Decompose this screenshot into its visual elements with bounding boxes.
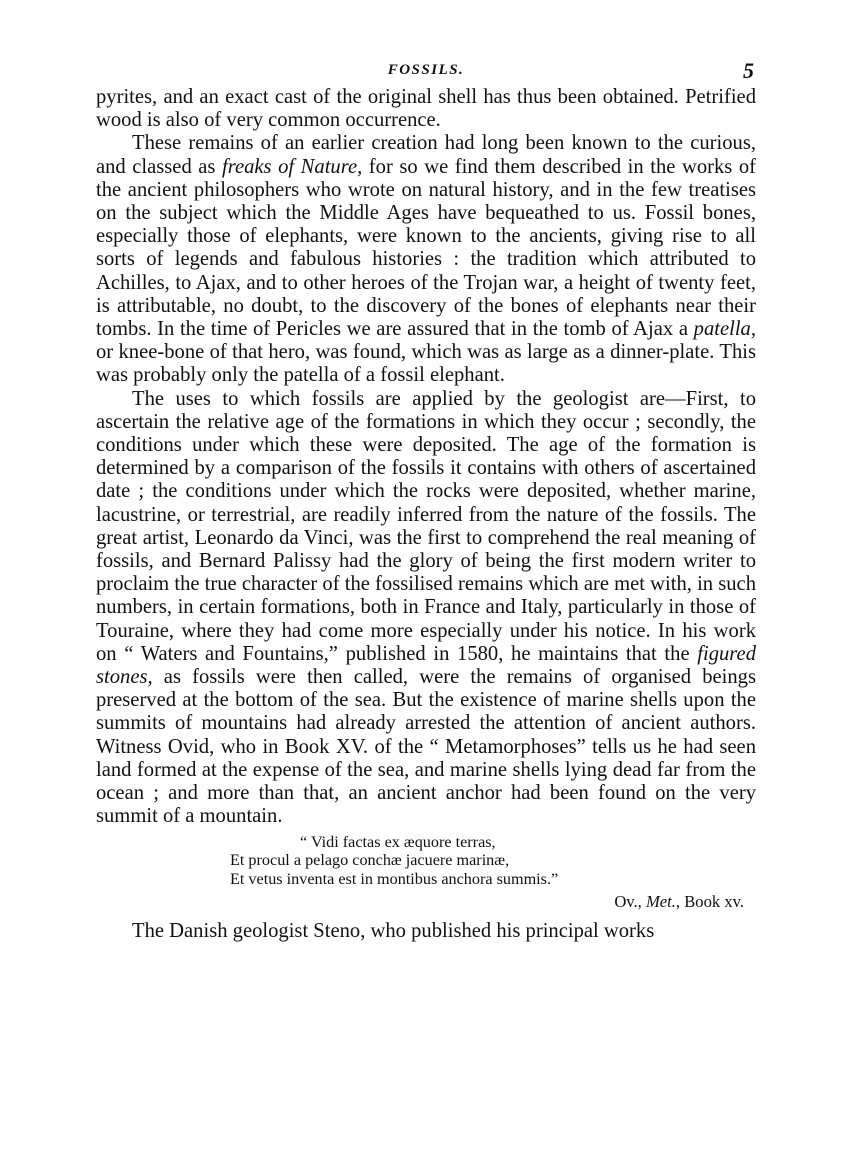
body-text — [96, 86, 756, 829]
italic-term-patella: patella, — [693, 318, 756, 341]
page-number: 5 — [743, 58, 754, 83]
citation-work: Met. — [645, 892, 676, 912]
text-run: for so we find them described in the works of the ancient philosophers who wrote on natural history, and in the few treatises on the subject which the Middle Ages have bequeathed to us. Fossil bones, especially those of elephants, were known to the ancients, giving rise to all sorts of legends and fabulous histories : the tradition which attributed to Achilles, to Ajax, and to other heroes of the Trojan war, a height of twenty feet, is attributable, no doubt, to the discovery of the bones of elephants near their tombs. In the time of Pericles we are assured that in the tomb of Ajax a — [96, 155, 756, 341]
citation-book: , Book xv. — [675, 892, 744, 912]
citation-author: Ov., — [614, 892, 646, 912]
running-title: FOSSILS. — [387, 62, 465, 78]
text-run: pyrites, and an exact cast of the original shell has thus been obtained. Petrified wood is also of very common occurrence. — [96, 86, 756, 132]
italic-term-figured-stones: figured stones, — [96, 642, 756, 689]
paragraph-3 — [96, 388, 756, 829]
page-header — [96, 58, 756, 86]
quote-line-1: “ Vidi factas ex æquore terras, — [300, 832, 496, 851]
quote-line-3: Et vetus inventa est in montibus anchora summis.” — [230, 869, 559, 888]
quote-citation — [96, 892, 744, 912]
paragraph-2 — [96, 132, 756, 387]
text-run: or knee-bone of that hero, was found, which was as large as a dinner-plate. This was probably only the patella of a fossil elephant. — [96, 341, 756, 387]
latin-quotation — [230, 833, 756, 889]
text-run: The uses to which fossils are applied by the geologist are—First, to ascertain the relative age of the formations in which they occur ; secondly, the conditions under which these were deposited. The age of the formation is determined by a comparison of the fossils it contains with others of ascertained date ; the conditions under which the rocks were deposited, whether marine, lacustrine, or terrestrial, are readily inferred from the nature of the fossils. The great artist, Leonardo da Vinci, was the first to comprehend the real meaning of fossils, and Bernard Palissy had the glory of being the first modern writer to proclaim the true character of the fossilised remains which are met with, in such numbers, in certain formations, both in France and Italy, particularly in those of Touraine, where they had come more especially under his notice. In his work on “ Waters and Fountains,” published in 1580, he maintains that the — [96, 387, 756, 665]
quote-line-2: Et procul a pelago conchæ jacuere marinæ, — [230, 851, 510, 870]
paragraph-1 — [96, 86, 756, 132]
text-run: as fossils were then called, were the remains of organised beings preserved at the bottom of the sea. But the existence of marine shells upon the summits of mountains had already arrested the attention of ancient authors. Witness Ovid, who in Book XV. of the “ Metamorphoses” tells us he had seen land formed at the expense of the sea, and marine shells lying dead far from the ocean ; and more than that, an ancient anchor had been found on the very summit of a mountain. — [96, 666, 756, 828]
paragraph-4: The Danish geologist Steno, who published his principal works — [132, 920, 655, 943]
book-page — [96, 58, 756, 943]
italic-term-freaks-of-nature: freaks of Nature, — [222, 155, 363, 178]
text-run: These remains of an earlier creation had long been known to the curious, and classed as — [96, 132, 756, 178]
